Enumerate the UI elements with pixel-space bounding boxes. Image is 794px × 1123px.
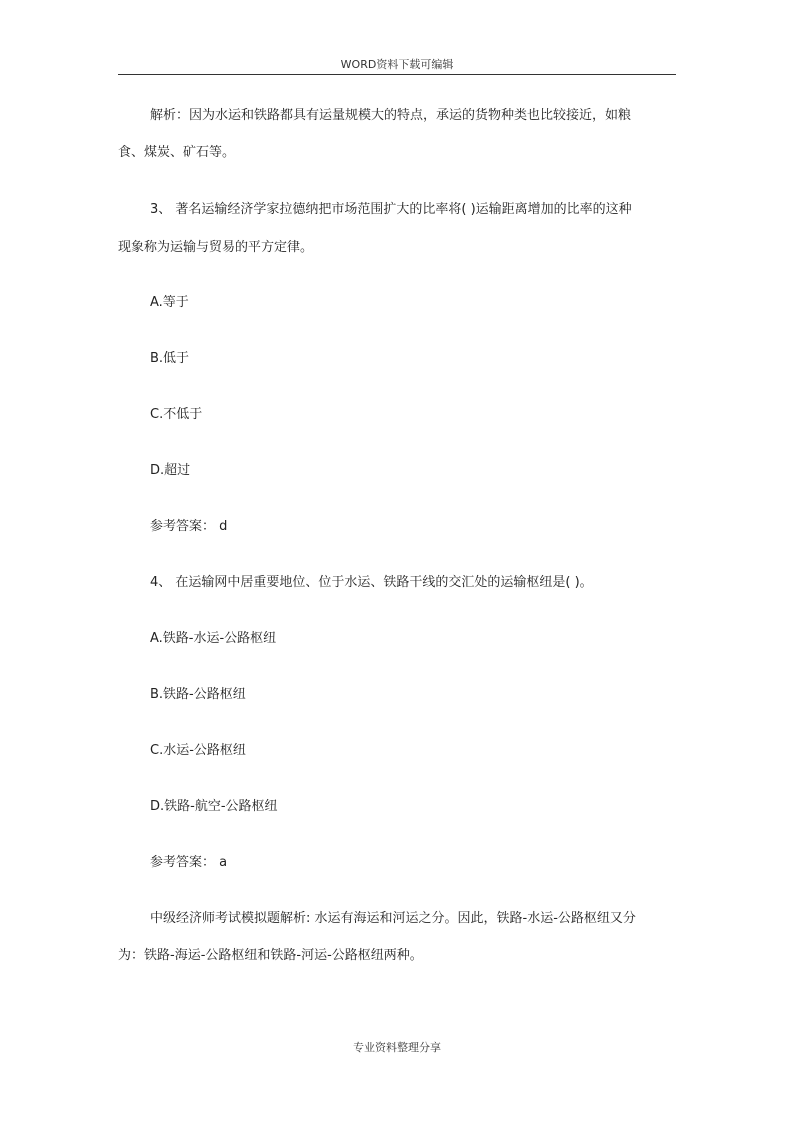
analysis-paragraph-line-2: 食、煤炭、矿石等。 xyxy=(118,145,236,160)
question-3-answer: 参考答案： d xyxy=(150,519,228,534)
question-3-option-a: A.等于 xyxy=(150,295,189,310)
header-divider xyxy=(118,74,676,75)
question-4-option-a: A.铁路-水运-公路枢纽 xyxy=(150,631,277,646)
question-4-answer: 参考答案： a xyxy=(150,855,228,870)
analysis-2-line-1: 中级经济师考试模拟题解析: 水运有海运和河运之分。因此，铁路-水运-公路枢纽又分 xyxy=(150,911,636,926)
question-3-option-b: B.低于 xyxy=(150,351,190,366)
question-4-option-b: B.铁路-公路枢纽 xyxy=(150,687,246,702)
page-header: WORD资料下载可编辑 xyxy=(340,58,454,71)
analysis-paragraph-line-1: 解析：因为水运和铁路都具有运量规模大的特点，承运的货物种类也比较接近，如粮 xyxy=(150,108,632,123)
question-3-line-1: 3、 著名运输经济学家拉德纳把市场范围扩大的比率将( )运输距离增加的比率的这种 xyxy=(150,202,632,217)
question-3-option-d: D.超过 xyxy=(150,463,191,478)
analysis-2-line-2: 为：铁路-海运-公路枢纽和铁路-河运-公路枢纽两种。 xyxy=(118,948,423,963)
question-4-option-c: C.水运-公路枢纽 xyxy=(150,743,246,758)
question-4-option-d: D.铁路-航空-公路枢纽 xyxy=(150,799,278,814)
question-3-option-c: C.不低于 xyxy=(150,407,203,422)
question-4-line-1: 4、 在运输网中居重要地位、位于水运、铁路干线的交汇处的运输枢纽是( )。 xyxy=(150,575,593,590)
question-3-line-2: 现象称为运输与贸易的平方定律。 xyxy=(118,240,314,255)
page-footer: 专业资料整理分享 xyxy=(353,1041,441,1054)
